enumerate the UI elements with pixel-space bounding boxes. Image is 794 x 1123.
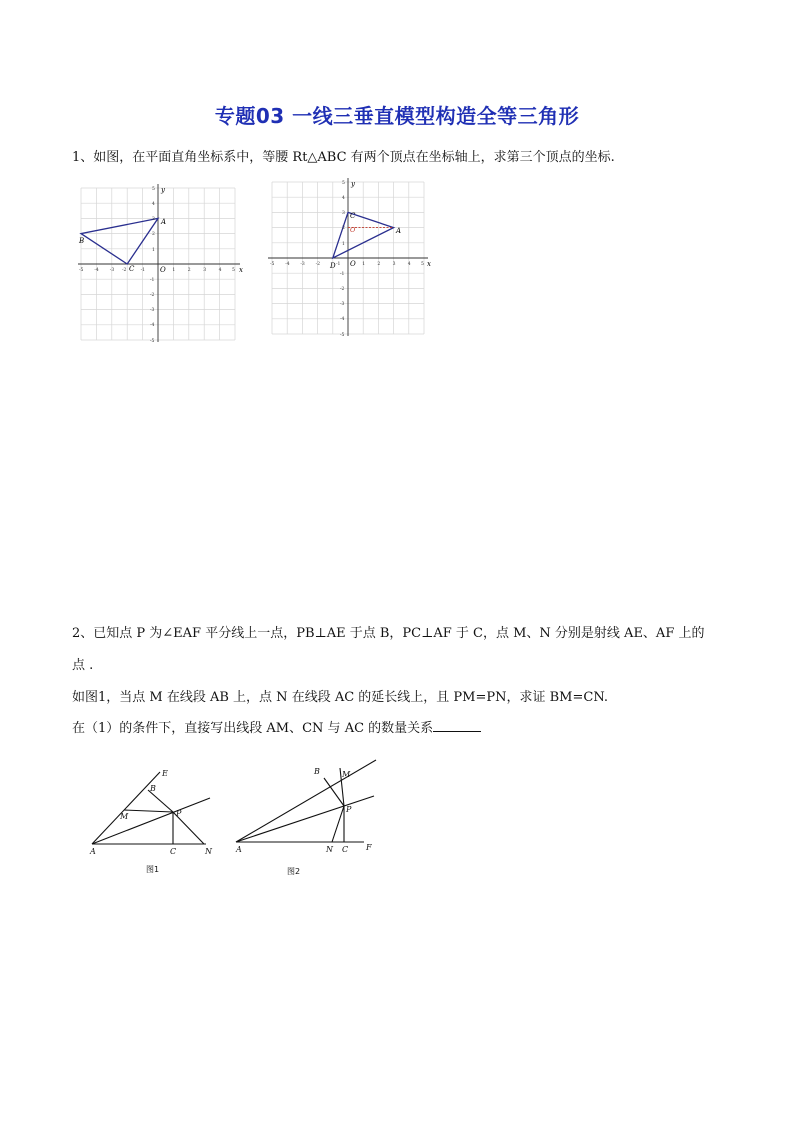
svg-text:4: 4 [152, 202, 155, 207]
fig-1-label-A: A [90, 847, 96, 856]
answer-blank[interactable] [433, 719, 481, 732]
geometry-figure-1 [84, 764, 224, 860]
svg-text:4: 4 [218, 268, 222, 273]
svg-text:-2: -2 [340, 287, 345, 292]
fig-2-segment-PN [332, 806, 344, 842]
fig-1-label-P: P [176, 809, 182, 818]
fig-2-label-F: F [366, 843, 372, 852]
fig-2-label-P: P [346, 805, 352, 814]
svg-text:-5: -5 [150, 339, 155, 344]
graph-2-label-C: C [350, 212, 356, 220]
graph-1-triangle [81, 218, 158, 264]
svg-text:5: 5 [342, 181, 345, 186]
graph-1-x-ticks [79, 267, 235, 273]
fig-1-ray-AE [92, 772, 160, 844]
svg-text:-3: -3 [340, 302, 345, 307]
geometry-figure-2 [230, 756, 390, 856]
figure-2-caption: 图2 [287, 867, 301, 876]
coordinate-graph-2 [268, 176, 436, 338]
svg-text:3: 3 [203, 268, 207, 273]
fig-1-label-C: C [170, 847, 177, 856]
svg-text:5: 5 [421, 262, 424, 267]
svg-text:3: 3 [152, 217, 155, 222]
svg-text:-2: -2 [315, 262, 320, 267]
question-2-line-3: 如图1，当点 M 在线段 AB 上，点 N 在线段 AC 的延长线上，且 PM=PN，求证 BM=CN. [72, 690, 609, 705]
fig-1-segment-PM [124, 810, 173, 812]
question-2-line-2: 点 . [72, 658, 94, 673]
fig-2-label-N: N [326, 845, 333, 854]
graph-2-origin: O [350, 260, 356, 268]
graph-1-label-A: A [161, 218, 167, 226]
graph-2-label-O2: O [350, 226, 356, 234]
svg-text:1: 1 [152, 248, 155, 253]
svg-text:-1: -1 [336, 262, 341, 267]
graph-1-label-C: C [129, 265, 135, 273]
question-2-line-4-text: 在（1）的条件下，直接写出线段 AM、CN 与 AC 的数量关系 [72, 721, 434, 736]
page-title: 专题03 一线三垂直模型构造全等三角形 [214, 104, 580, 128]
svg-text:-3: -3 [300, 262, 305, 267]
svg-text:-2: -2 [122, 268, 127, 273]
svg-text:3: 3 [342, 211, 345, 216]
fig-2-bisector [236, 796, 374, 842]
question-2-line-1: 2、已知点 P 为∠EAF 平分线上一点，PB⊥AE 于点 B，PC⊥AF 于 C，点 M、N 分别是射线 AE、AF 上的 [72, 626, 705, 641]
svg-text:-5: -5 [270, 262, 275, 267]
fig-1-label-M: M [120, 812, 129, 821]
graph-2-label-D: D [330, 262, 336, 270]
svg-text:-1: -1 [150, 278, 155, 283]
graph-1-x-label: x [239, 266, 243, 274]
svg-text:2: 2 [342, 226, 345, 231]
svg-text:-4: -4 [150, 323, 155, 328]
svg-text:-2: -2 [150, 293, 155, 298]
fig-2-ray-AE [236, 760, 376, 842]
question-1-text: 1、如图，在平面直角坐标系中，等腰 Rt△ABC 有两个顶点在坐标轴上，求第三个顶点的坐标. [72, 150, 615, 165]
svg-text:-4: -4 [285, 262, 290, 267]
graph-2-label-A: A [396, 227, 402, 235]
figure-1-caption: 图1 [146, 865, 160, 874]
svg-text:-3: -3 [109, 268, 115, 273]
svg-text:-5: -5 [79, 268, 84, 273]
svg-text:5: 5 [232, 268, 235, 273]
svg-text:-1: -1 [140, 268, 145, 273]
fig-2-label-M: M [342, 770, 351, 779]
svg-text:1: 1 [342, 242, 345, 247]
svg-text:2: 2 [187, 268, 191, 273]
svg-text:3: 3 [392, 262, 396, 267]
fig-1-bisector [92, 798, 210, 844]
fig-1-label-E: E [162, 769, 168, 778]
fig-2-label-A: A [236, 845, 242, 854]
coordinate-graph-1 [78, 184, 248, 344]
graph-1-y-label: y [161, 186, 165, 194]
graph-1-origin: O [160, 266, 166, 274]
graph-2-x-label: x [427, 260, 431, 268]
svg-text:2: 2 [377, 262, 381, 267]
fig-2-label-C: C [342, 845, 349, 854]
svg-text:-5: -5 [340, 333, 345, 338]
svg-text:2: 2 [152, 232, 155, 237]
svg-text:4: 4 [407, 262, 411, 267]
fig-1-label-B: B [150, 784, 156, 793]
svg-text:-4: -4 [340, 317, 345, 322]
svg-text:-4: -4 [94, 268, 99, 273]
svg-text:4: 4 [342, 196, 345, 201]
svg-text:-3: -3 [150, 308, 155, 313]
svg-text:-1: -1 [340, 272, 345, 277]
graph-1-label-B: B [79, 237, 85, 245]
svg-text:5: 5 [152, 187, 155, 192]
question-2-line-4 [72, 717, 481, 736]
graph-2-y-label: y [351, 180, 355, 188]
graph-2-y-ticks [340, 180, 345, 338]
fig-1-label-N: N [205, 847, 212, 856]
svg-text:1: 1 [362, 262, 366, 267]
svg-text:1: 1 [172, 268, 176, 273]
fig-1-segment-PB [148, 790, 173, 812]
fig-2-label-B: B [314, 767, 320, 776]
graph-1-y-ticks [150, 186, 155, 344]
graph-2-x-ticks [270, 261, 424, 267]
